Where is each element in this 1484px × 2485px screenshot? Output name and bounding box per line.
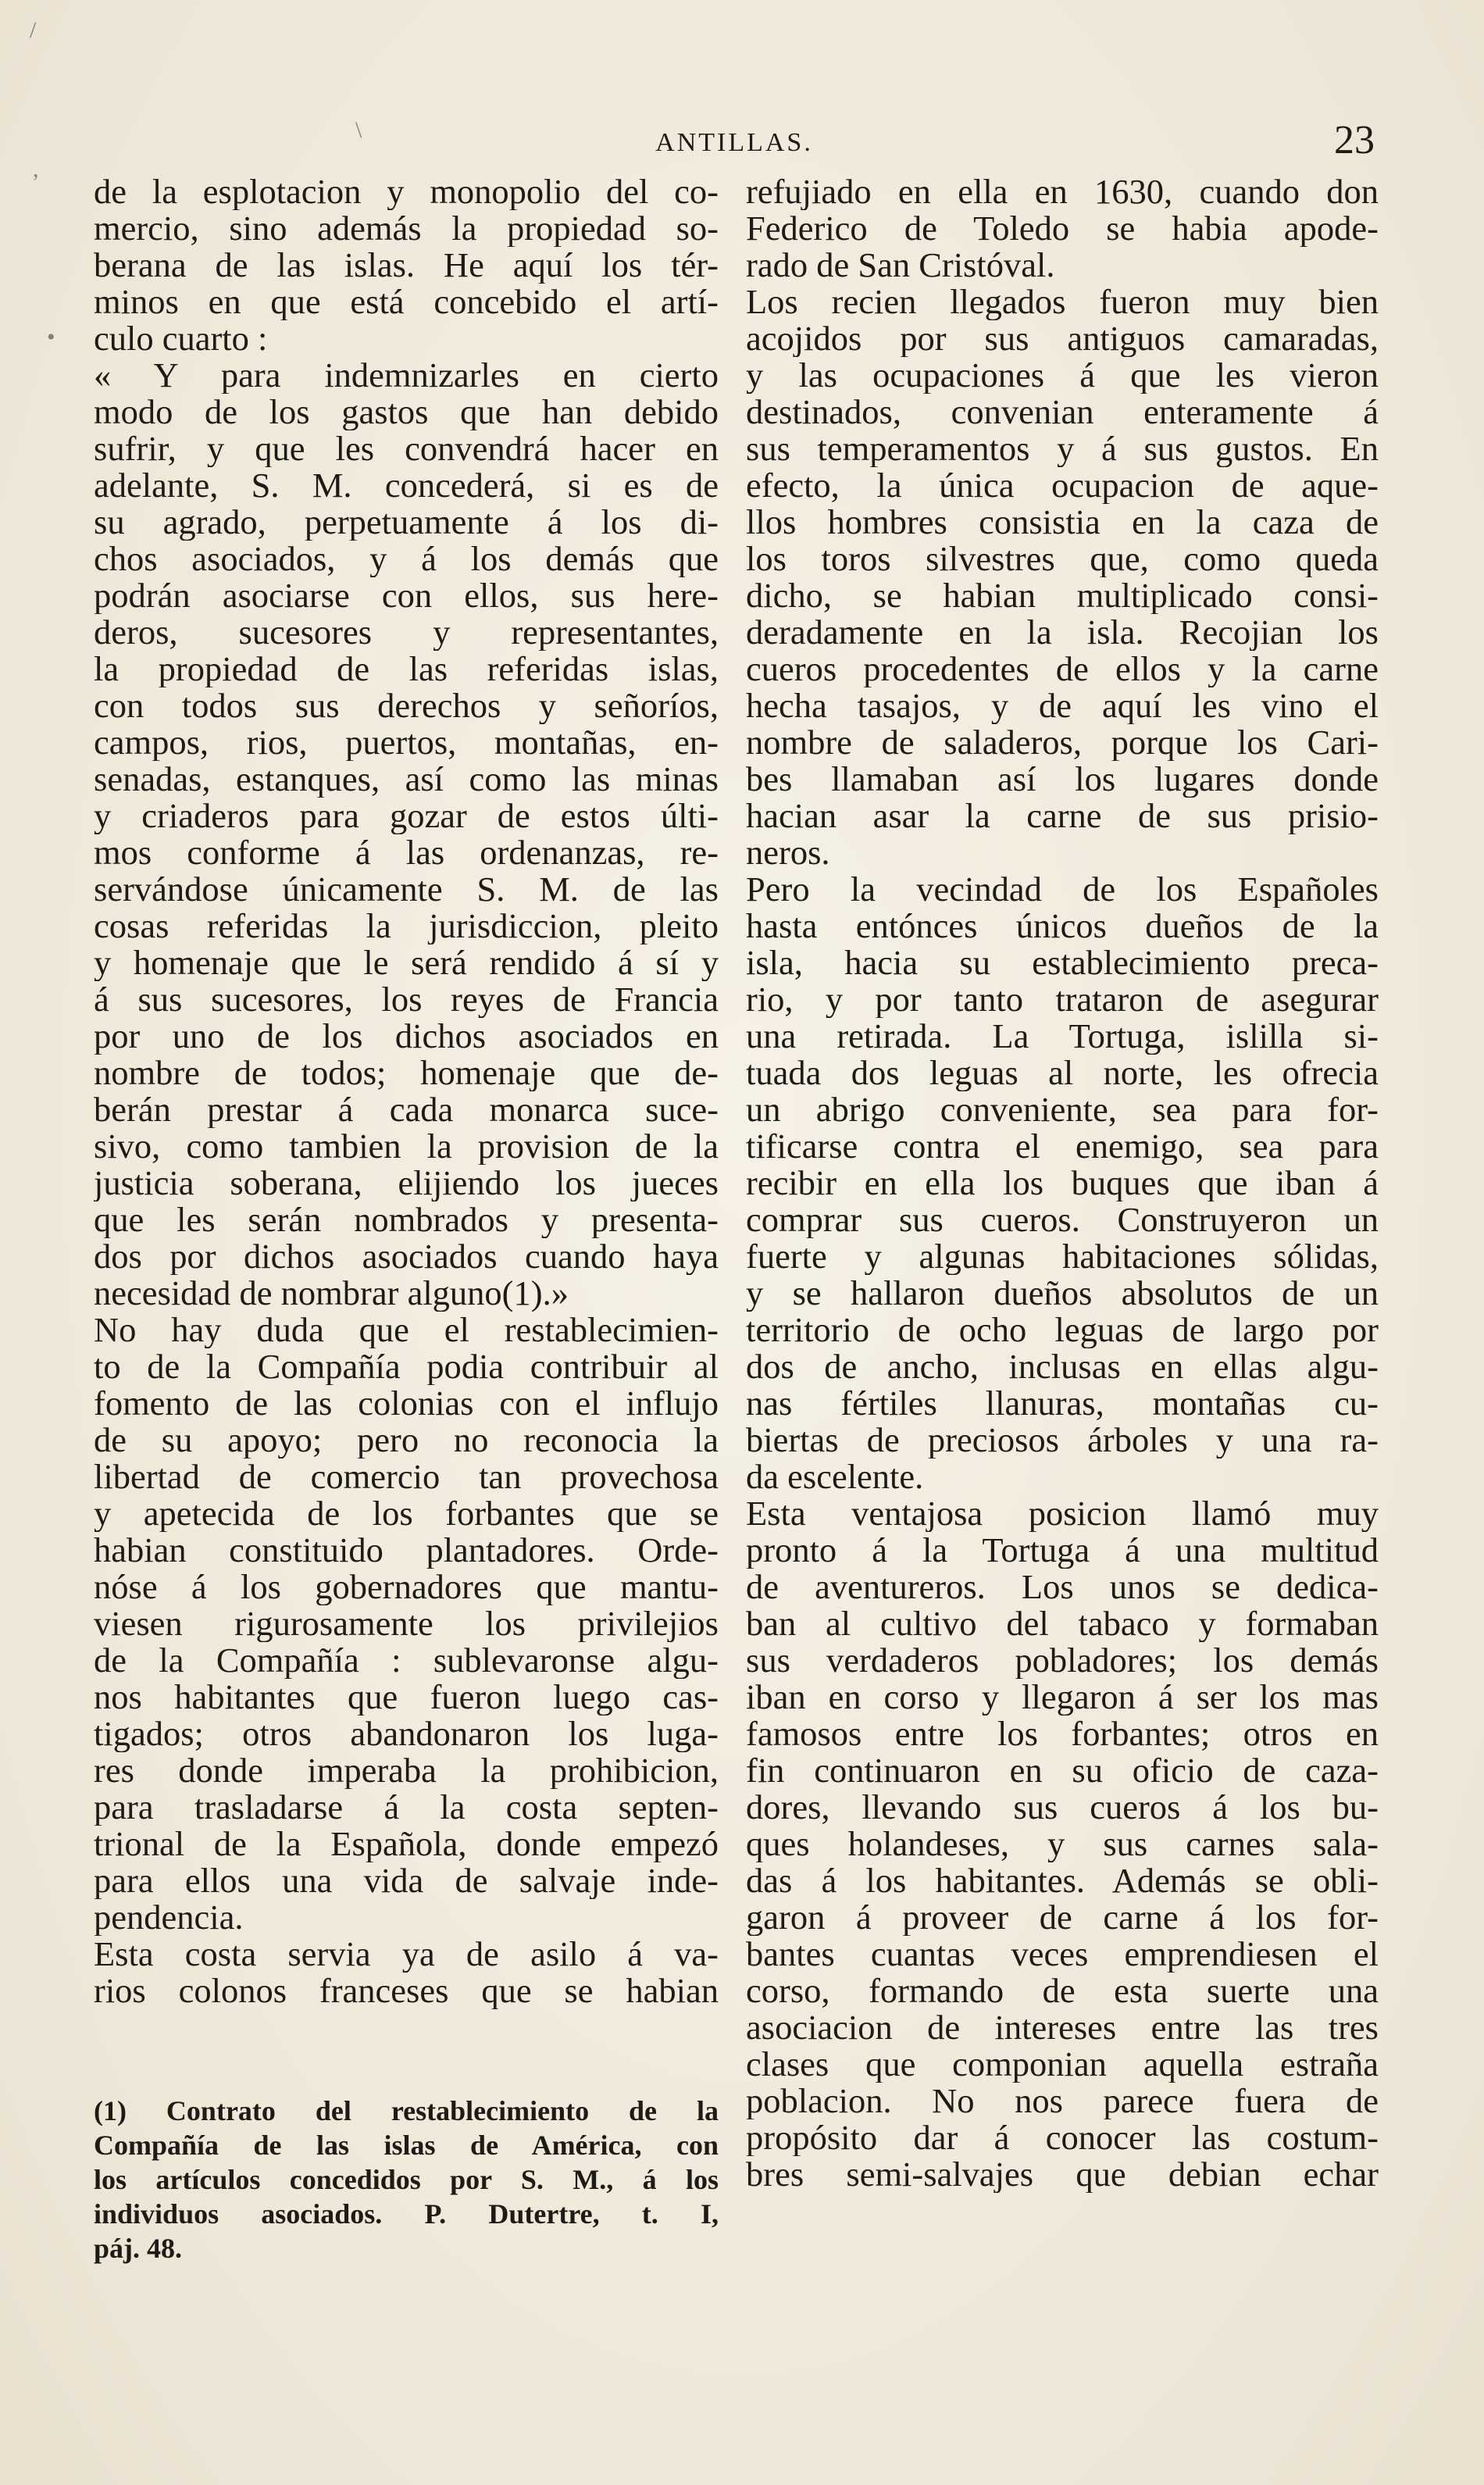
text-line: adelante, S. M. concederá, si es de: [94, 467, 719, 504]
stray-mark: •: [47, 324, 55, 350]
text-line: la propiedad de las referidas islas,: [94, 651, 719, 687]
right-column: [746, 173, 1379, 2193]
text-line: das á los habitantes. Además se obli-: [746, 1862, 1379, 1899]
text-line: pendencia.: [94, 1899, 244, 1936]
footnote: [94, 2094, 719, 2265]
text-line: nas fértiles llanuras, montañas cu-: [746, 1385, 1379, 1422]
text-line: ques holandeses, y sus carnes sala-: [746, 1826, 1379, 1862]
text-line: clases que componian aquella estraña: [746, 2046, 1379, 2083]
text-line: podrán asociarse con ellos, sus here-: [94, 577, 719, 614]
text-line: y apetecida de los forbantes que se: [94, 1495, 719, 1532]
text-line: de su apoyo; pero no reconocia la: [94, 1422, 719, 1459]
text-line: trional de la Española, donde empezó: [94, 1826, 719, 1862]
text-line: justicia soberana, elijiendo los jueces: [94, 1165, 719, 1201]
text-line: minos en que está concebido el artí-: [94, 284, 719, 320]
text-line: modo de los gastos que han debido: [94, 394, 719, 430]
text-line: páj. 48.: [94, 2233, 183, 2264]
text-line: de aventureros. Los unos se dedica-: [746, 1569, 1379, 1605]
text-line: dicho, se habian multiplicado consi-: [746, 577, 1379, 614]
text-line: Los recien llegados fueron muy bien: [746, 284, 1379, 320]
text-line: y homenaje que le será rendido á sí y: [94, 944, 719, 981]
text-line: famosos entre los forbantes; otros en: [746, 1716, 1379, 1752]
text-line: bantes cuantas veces emprendiesen el: [746, 1936, 1379, 1973]
text-line: nos habitantes que fueron luego cas-: [94, 1679, 719, 1716]
page-number: 23: [1334, 118, 1375, 162]
text-line: deradamente en la isla. Recojian los: [746, 614, 1379, 651]
text-line: efecto, la única ocupacion de aque-: [746, 467, 1379, 504]
text-line: senadas, estanques, así como las minas: [94, 761, 719, 798]
text-line: fomento de las colonias con el influjo: [94, 1385, 719, 1422]
text-line: que les serán nombrados y presenta-: [94, 1201, 719, 1238]
text-line: sufrir, y que les convendrá hacer en: [94, 430, 719, 467]
text-line: nombre de todos; homenaje que de-: [94, 1055, 719, 1091]
text-line: isla, hacia su establecimiento preca-: [746, 944, 1379, 981]
text-line: los toros silvestres que, como queda: [746, 541, 1379, 577]
text-line: No hay duda que el restablecimien-: [94, 1312, 719, 1348]
stray-mark: \: [355, 117, 362, 143]
text-line: nombre de saladeros, porque los Cari-: [746, 724, 1379, 761]
text-line: cosas referidas la jurisdiccion, pleito: [94, 908, 719, 944]
text-line: propósito dar á conocer las costum-: [746, 2119, 1379, 2156]
text-line: bres semi-salvajes que debian echar: [746, 2156, 1379, 2193]
text-line: y se hallaron dueños absolutos de un: [746, 1275, 1379, 1312]
text-line: asociacion de intereses entre las tres: [746, 2009, 1379, 2046]
text-line: territorio de ocho leguas de largo por: [746, 1312, 1379, 1348]
text-line: destinados, convenian enteramente á: [746, 394, 1379, 430]
text-line: Compañía de las islas de América, con: [94, 2130, 719, 2161]
text-line: Esta ventajosa posicion llamó muy: [746, 1495, 1379, 1532]
text-line: fin continuaron en su oficio de caza-: [746, 1752, 1379, 1789]
text-line: chos asociados, y á los demás que: [94, 541, 719, 577]
text-line: corso, formando de esta suerte una: [746, 1973, 1379, 2009]
running-head: [94, 117, 1375, 172]
text-line: nóse á los gobernadores que mantu-: [94, 1569, 719, 1605]
text-line: los artículos concedidos por S. M., á los: [94, 2164, 719, 2195]
text-line: res donde imperaba la prohibicion,: [94, 1752, 719, 1789]
text-line: hasta entónces únicos dueños de la: [746, 908, 1379, 944]
text-line: de la Compañía : sublevaronse algu-: [94, 1642, 719, 1679]
text-line: dos de ancho, inclusas en ellas algu-: [746, 1348, 1379, 1385]
text-line: una retirada. La Tortuga, islilla si-: [746, 1018, 1379, 1055]
text-line: comprar sus cueros. Construyeron un: [746, 1201, 1379, 1238]
text-line: fuerte y algunas habitaciones sólidas,: [746, 1238, 1379, 1275]
text-line: con todos sus derechos y señoríos,: [94, 687, 719, 724]
text-line: recibir en ella los buques que iban á: [746, 1165, 1379, 1201]
text-line: dos por dichos asociados cuando haya: [94, 1238, 719, 1275]
text-line: mos conforme á las ordenanzas, re-: [94, 834, 719, 871]
text-line: rio, y por tanto trataron de asegurar: [746, 981, 1379, 1018]
text-line: de la esplotacion y monopolio del co-: [94, 173, 719, 210]
text-line: para trasladarse á la costa septen-: [94, 1789, 719, 1826]
text-line: « Y para indemnizarles en cierto: [94, 357, 719, 394]
text-line: llos hombres consistia en la caza de: [746, 504, 1379, 541]
text-line: y criaderos para gozar de estos últi-: [94, 798, 719, 834]
text-line: tigados; otros abandonaron los luga-: [94, 1716, 719, 1752]
text-line: viesen rigurosamente los privilejios: [94, 1605, 719, 1642]
left-column: [94, 173, 719, 2009]
text-line: sus verdaderos pobladores; los demás: [746, 1642, 1379, 1679]
text-line: (1) Contrato del restablecimiento de la: [94, 2095, 719, 2126]
text-line: y las ocupaciones á que les vieron: [746, 357, 1379, 394]
text-line: neros.: [746, 834, 830, 871]
text-line: tuada dos leguas al norte, les ofrecia: [746, 1055, 1379, 1091]
text-line: cueros procedentes de ellos y la carne: [746, 651, 1379, 687]
text-line: á sus sucesores, los reyes de Francia: [94, 981, 719, 1018]
text-line: Federico de Toledo se habia apode-: [746, 210, 1379, 247]
text-line: ban al cultivo del tabaco y formaban: [746, 1605, 1379, 1642]
text-line: garon á proveer de carne á los for-: [746, 1899, 1379, 1936]
text-line: deros, sucesores y representantes,: [94, 614, 719, 651]
text-line: tificarse contra el enemigo, sea para: [746, 1128, 1379, 1165]
stray-mark: /: [30, 17, 37, 43]
text-line: por uno de los dichos asociados en: [94, 1018, 719, 1055]
text-line: rios colonos franceses que se habian: [94, 1973, 719, 2009]
text-line: bes llamaban así los lugares donde: [746, 761, 1379, 798]
text-line: berana de las islas. He aquí los tér-: [94, 247, 719, 284]
text-line: rado de San Cristóval.: [746, 247, 1055, 284]
stray-mark: ,: [33, 156, 39, 182]
text-line: acojidos por sus antiguos camaradas,: [746, 320, 1379, 357]
text-line: servándose únicamente S. M. de las: [94, 871, 719, 908]
text-line: hacian asar la carne de sus prisio-: [746, 798, 1379, 834]
text-line: sus temperamentos y á sus gustos. En: [746, 430, 1379, 467]
text-line: refujiado en ella en 1630, cuando don: [746, 173, 1379, 210]
text-line: culo cuarto :: [94, 320, 268, 357]
text-line: un abrigo conveniente, sea para for-: [746, 1091, 1379, 1128]
text-line: dores, llevando sus cueros á los bu-: [746, 1789, 1379, 1826]
text-line: berán prestar á cada monarca suce-: [94, 1091, 719, 1128]
text-line: para ellos una vida de salvaje inde-: [94, 1862, 719, 1899]
text-line: su agrado, perpetuamente á los di-: [94, 504, 719, 541]
text-line: individuos asociados. P. Dutertre, t. I,: [94, 2198, 719, 2230]
running-title: ANTILLAS.: [655, 128, 813, 157]
text-line: campos, rios, puertos, montañas, en-: [94, 724, 719, 761]
text-line: habian constituido plantadores. Orde-: [94, 1532, 719, 1569]
text-line: Pero la vecindad de los Españoles: [746, 871, 1379, 908]
text-line: pronto á la Tortuga á una multitud: [746, 1532, 1379, 1569]
text-line: sivo, como tambien la provision de la: [94, 1128, 719, 1165]
text-line: necesidad de nombrar alguno(1).»: [94, 1275, 569, 1312]
text-line: to de la Compañía podia contribuir al: [94, 1348, 719, 1385]
text-line: iban en corso y llegaron á ser los mas: [746, 1679, 1379, 1716]
text-line: mercio, sino además la propiedad so-: [94, 210, 719, 247]
text-line: hecha tasajos, y de aquí les vino el: [746, 687, 1379, 724]
text-line: Esta costa servia ya de asilo á va-: [94, 1936, 719, 1973]
text-line: libertad de comercio tan provechosa: [94, 1459, 719, 1495]
text-line: biertas de preciosos árboles y una ra-: [746, 1422, 1379, 1459]
text-line: da escelente.: [746, 1459, 924, 1495]
text-line: poblacion. No nos parece fuera de: [746, 2083, 1379, 2119]
